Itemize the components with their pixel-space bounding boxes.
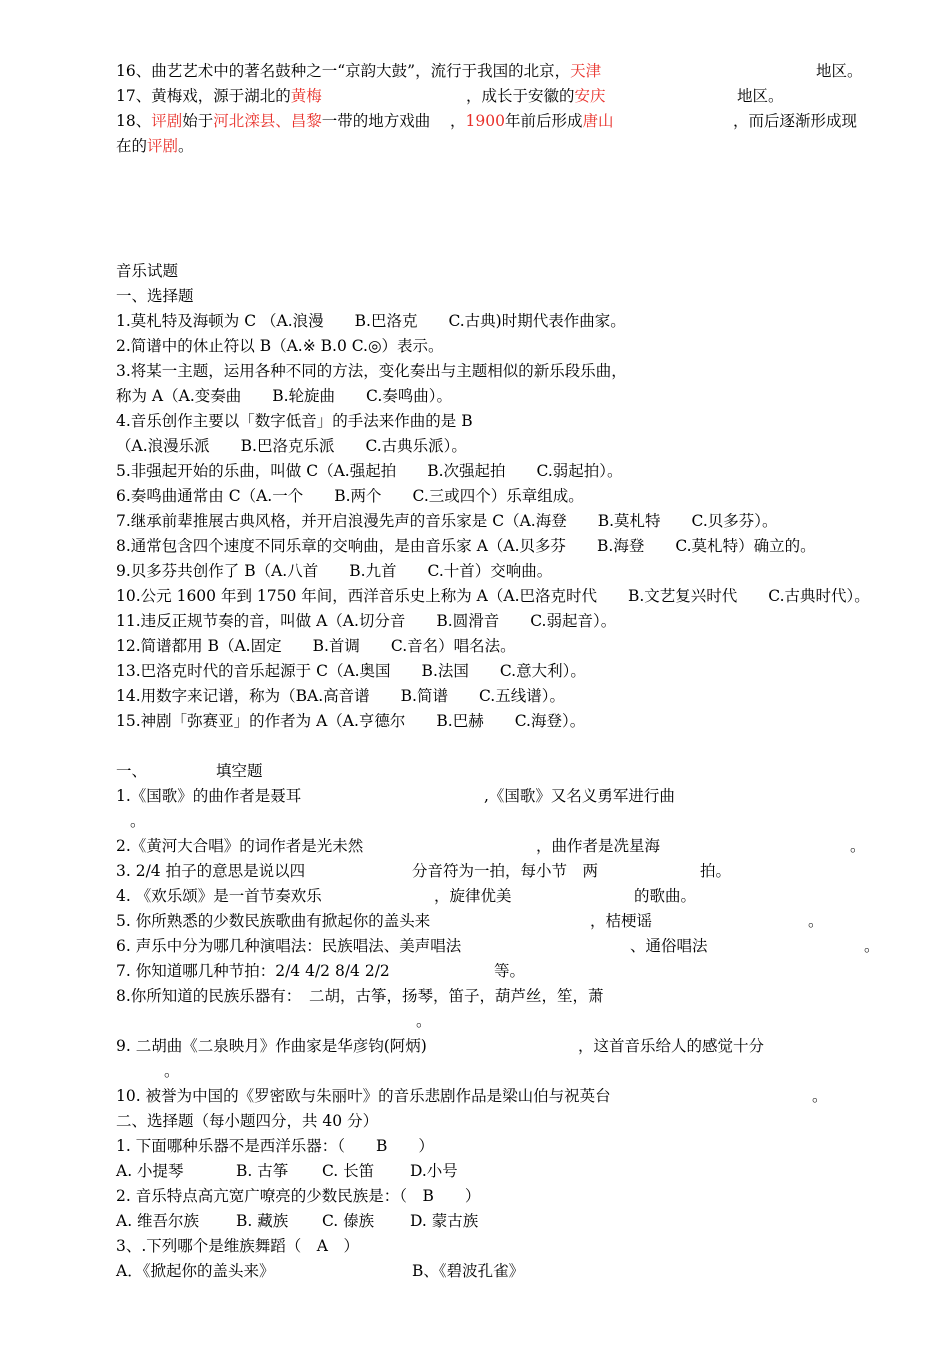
q16-text: 16、曲艺艺术中的著名鼓种之一“京韵大鼓”，流行于我国的北京， xyxy=(116,62,571,80)
choice-line: 2.简谱中的休止符以 B（A.※ B.0 C.◎）表示。 xyxy=(116,337,444,355)
section-heading-fill xyxy=(116,759,263,784)
fill-10-b: 。 xyxy=(812,1087,828,1105)
fill-7 xyxy=(116,959,526,984)
choice-line: 13.巴洛克时代的音乐起源于 C（A.奥国 B.法国 C.意大利）。 xyxy=(116,662,586,680)
choice-line: 14.用数字来记谱，称为（BA.高音谱 B.简谱 C.五线谱）。 xyxy=(116,687,565,705)
fill-9 xyxy=(116,1034,765,1059)
fill-1-c: 。 xyxy=(130,812,146,830)
q18-text-h: 。 xyxy=(178,137,194,155)
choice-line: 9.贝多芬共创作了 B（A.八首 B.九首 C.十首）交响曲。 xyxy=(116,562,553,580)
question-16 xyxy=(116,59,863,84)
fill-heading-text: 填空题 xyxy=(216,762,263,780)
choice2-q3-options xyxy=(116,1259,525,1284)
fill-7-a: 7. 你知道哪几种节拍：2/4 4/2 8/4 2/2 xyxy=(116,962,390,980)
fill-3 xyxy=(116,859,732,884)
q18-red-2: 河北滦县、昌黎 xyxy=(213,112,322,130)
fill-1 xyxy=(116,784,675,809)
q18-tail: ，而后逐渐形成现 xyxy=(733,112,858,130)
q18-mid xyxy=(450,109,614,134)
fill-2-b: ，曲作者是冼星海 xyxy=(536,837,661,855)
fill-10-a: 10. 被誉为中国的《罗密欧与朱丽叶》的音乐悲剧作品是梁山伯与祝英台 xyxy=(116,1087,611,1105)
fill-6-b: 、通俗唱法 xyxy=(630,937,708,955)
choice-line: 称为 A（A.变奏曲 B.轮旋曲 C.奏鸣曲）。 xyxy=(116,387,453,405)
q18-num: 18、 xyxy=(116,112,152,130)
q1-option-c: C. 长笛 xyxy=(322,1162,375,1180)
section-heading-choice-2: 二、选择题（每小题四分，共 40 分） xyxy=(116,1112,379,1130)
fill-4-c: 的歌曲。 xyxy=(634,887,697,905)
choice-line: 5.非强起开始的乐曲，叫做 C（A.强起拍 B.次强起拍 C.弱起拍）。 xyxy=(116,462,623,480)
fill-3-b: 分音符为一拍，每小节 两 xyxy=(412,862,599,880)
choice-line: 6.奏鸣曲通常由 C（A.一个 B.两个 C.三或四个）乐章组成。 xyxy=(116,487,584,505)
fill-3-a: 3. 2/4 拍子的意思是说以四 xyxy=(116,862,306,880)
q18-text-e: 年前后形成 xyxy=(504,112,583,130)
q2-option-a: A. 维吾尔族 xyxy=(116,1212,200,1230)
choice-line: （A.浪漫乐派 B.巴洛克乐派 C.古典乐派）。 xyxy=(116,437,467,455)
fill-4 xyxy=(116,884,697,909)
choice-line: 8.通常包含四个速度不同乐章的交响曲，是由音乐家 A（A.贝多芬 B.海登 C.莫札特）确立的。 xyxy=(116,537,816,555)
q16-answer: 天津 xyxy=(570,62,602,80)
choice2-q3-stem: 3、.下列哪个是维族舞蹈（ A ） xyxy=(116,1237,359,1255)
q17-mid xyxy=(466,84,606,109)
q18-text-d: ， xyxy=(450,112,466,130)
question-18-cont xyxy=(116,134,194,159)
fill-heading-num: 一、 xyxy=(116,762,148,780)
fill-4-b: ，旋律优美 xyxy=(434,887,512,905)
fill-10 xyxy=(116,1084,828,1109)
fill-5-c: 。 xyxy=(808,912,824,930)
fill-6-a: 6. 声乐中分为哪几种演唱法：民族唱法、美声唱法 xyxy=(116,937,462,955)
question-18 xyxy=(116,109,858,134)
fill-7-b: 等。 xyxy=(494,962,526,980)
q18-red-4: 唐山 xyxy=(582,112,614,130)
choice2-q2-options xyxy=(116,1209,479,1234)
q1-option-a: A. 小提琴 xyxy=(116,1162,184,1180)
fill-6-c: 。 xyxy=(864,937,880,955)
fill-3-c: 拍。 xyxy=(700,862,732,880)
q16-tail: 地区。 xyxy=(816,62,863,80)
q1-option-d: D.小号 xyxy=(410,1162,458,1180)
fill-2-c: 。 xyxy=(850,837,866,855)
choice-line: 12.简谱都用 B（A.固定 B.首调 C.音名）唱名法。 xyxy=(116,637,516,655)
q17-tail: 地区。 xyxy=(737,87,784,105)
q18-text-g: 在的 xyxy=(116,137,148,155)
q18-red-5: 评剧 xyxy=(147,137,179,155)
q18-text-b: 始于 xyxy=(182,112,214,130)
choice-line: 4.音乐创作主要以「数字低音」的手法来作曲的是 B xyxy=(116,412,473,430)
fill-9-c: 。 xyxy=(164,1062,180,1080)
choice2-q2-stem: 2. 音乐特点高亢宽广嘹亮的少数民族是：（ B ） xyxy=(116,1187,481,1205)
fill-9-a: 9. 二胡曲《二泉映月》作曲家是华彦钧(阿炳) xyxy=(116,1037,427,1055)
q1-option-b: B. 古筝 xyxy=(236,1162,289,1180)
question-17 xyxy=(116,84,784,109)
fill-1-b: ,《国歌》又名义勇军进行曲 xyxy=(484,787,675,805)
q18-red-1: 评剧 xyxy=(151,112,183,130)
choice-line: 3.将某一主题，运用各种不同的方法，变化奏出与主题相似的新乐段乐曲， xyxy=(116,362,627,380)
fill-8 xyxy=(116,984,604,1009)
fill-6 xyxy=(116,934,880,959)
fill-8-b: 。 xyxy=(416,1012,432,1030)
choice2-q1-stem: 1. 下面哪种乐器不是西洋乐器：（ B ） xyxy=(116,1137,434,1155)
q2-option-d: D. 蒙古族 xyxy=(410,1212,479,1230)
q18-red-3: 1900 xyxy=(465,112,505,130)
fill-9-b: ，这首音乐给人的感觉十分 xyxy=(578,1037,765,1055)
fill-8-a: 8.你所知道的民族乐器有： 二胡，古筝，扬琴，笛子，葫芦丝，笙，萧 xyxy=(116,987,604,1005)
fill-1-a: 1.《国歌》的曲作者是聂耳 xyxy=(116,787,302,805)
q2-option-b: B. 藏族 xyxy=(236,1212,289,1230)
choice-line: 10.公元 1600 年到 1750 年间，西洋音乐史上称为 A（A.巴洛克时代 B.文艺复兴时代 C.古典时代）。 xyxy=(116,587,870,605)
q17-answer-1: 黄梅 xyxy=(290,87,322,105)
section-heading-choice: 一、选择题 xyxy=(116,287,194,305)
q3-option-a: A．《掀起你的盖头来》 xyxy=(116,1262,275,1280)
fill-2 xyxy=(116,834,866,859)
fill-5-a: 5. 你所熟悉的少数民族歌曲有掀起你的盖头来 xyxy=(116,912,431,930)
choice-line: 7.继承前辈推展古典风格，并开启浪漫先声的音乐家是 C（A.海登 B.莫札特 C.贝多芬）。 xyxy=(116,512,778,530)
fill-5 xyxy=(116,909,824,934)
q3-option-b: B、《碧波孔雀》 xyxy=(412,1262,525,1280)
choice-line: 11.违反正规节奏的音，叫做 A（A.切分音 B.圆滑音 C.弱起音）。 xyxy=(116,612,617,630)
choice2-q1-options xyxy=(116,1159,458,1184)
choice-line: 15.神剧「弥赛亚」的作者为 A（A.亨德尔 B.巴赫 C.海登）。 xyxy=(116,712,586,730)
q18-text-c: 一带的地方戏曲 xyxy=(321,112,431,130)
section-title: 音乐试题 xyxy=(116,262,179,280)
q17-text: 17、黄梅戏，源于湖北的 xyxy=(116,87,291,105)
fill-2-a: 2.《黄河大合唱》的词作者是光未然 xyxy=(116,837,364,855)
fill-4-a: 4. 《欢乐颂》是一首节奏欢乐 xyxy=(116,887,322,905)
q2-option-c: C. 傣族 xyxy=(322,1212,375,1230)
choice-line: 1.莫札特及海顿为 C （A.浪漫 B.巴洛克 C.古典)时期代表作曲家。 xyxy=(116,312,626,330)
q17-answer-2: 安庆 xyxy=(574,87,606,105)
fill-5-b: ，桔梗谣 xyxy=(590,912,653,930)
q17-mid-text: ，成长于安徽的 xyxy=(466,87,575,105)
